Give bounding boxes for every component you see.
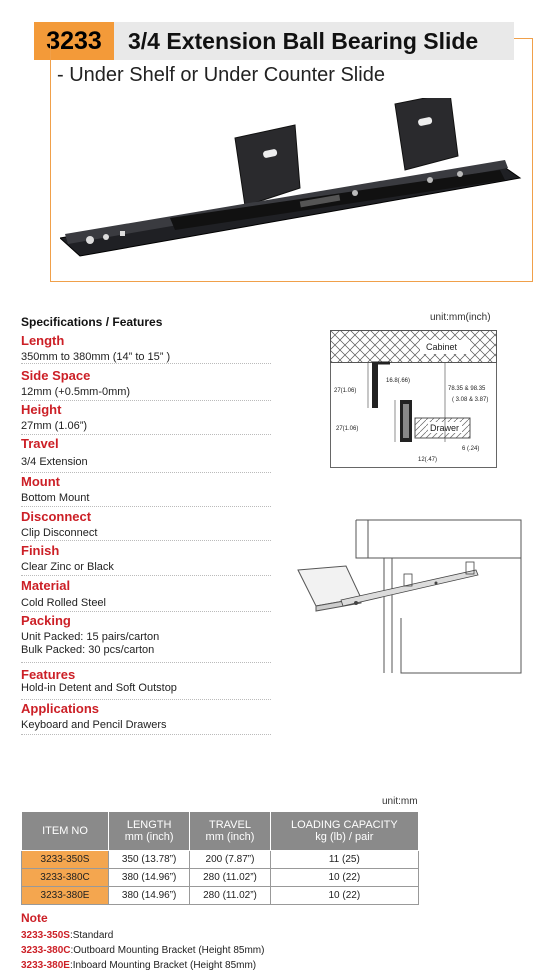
spec-value: Keyboard and Pencil Drawers (21, 719, 167, 731)
spec-value: Cold Rolled Steel (21, 597, 106, 609)
spec-label: Finish (21, 543, 60, 558)
spec-travel (21, 436, 271, 473)
col-header-main: TRAVEL (209, 819, 251, 831)
spec-value-2: Bulk Packed: 30 pcs/carton (21, 644, 155, 656)
spec-value: Hold-in Detent and Soft Outstop (21, 682, 177, 694)
spec-label: Height (21, 402, 62, 417)
spec-disconnect (21, 509, 271, 541)
col-header-length (109, 812, 190, 851)
note-text: :Standard (69, 930, 114, 941)
table-row (22, 887, 419, 905)
spec-label: Packing (21, 613, 71, 628)
cell-capacity: 10 (22) (270, 887, 418, 905)
cell-item-no: 3233-380E (22, 887, 109, 905)
col-header-main: LOADING CAPACITY (290, 819, 398, 831)
spec-label: Disconnect (21, 509, 92, 524)
spec-value: Unit Packed: 15 pairs/carton (21, 631, 160, 643)
cell-capacity: 11 (25) (270, 851, 418, 869)
spec-label: Applications (21, 701, 100, 716)
spec-value: Bottom Mount (21, 492, 90, 504)
col-header-capacity (270, 812, 418, 851)
col-header-travel (190, 812, 270, 851)
spec-value: Clear Zinc or Black (21, 561, 114, 573)
spec-label: Length (21, 333, 65, 348)
spec-material (21, 578, 271, 612)
cell-travel: 280 (11.02”) (190, 869, 270, 887)
table-unit-label: unit:mm (382, 796, 418, 807)
note-code: 3233-350S (21, 930, 70, 941)
dim-label: 78.35 & 98.35 (448, 386, 486, 392)
note-line (21, 960, 256, 971)
spec-label: Material (21, 578, 71, 593)
note-text: :Inboard Mounting Bracket (Height 85mm) (69, 960, 257, 971)
cell-item-no: 3233-350S (22, 851, 109, 869)
spec-features (21, 667, 271, 700)
installation-diagram (296, 518, 526, 678)
note-code: 3233-380C (21, 945, 71, 956)
note-title: Note (21, 911, 48, 925)
dim-label: 6 (.24) (462, 446, 480, 452)
spec-value: 350mm to 380mm (14” to 15” ) (21, 351, 171, 363)
col-header-sub: kg (lb) / pair (315, 831, 374, 843)
spec-length (21, 333, 271, 364)
spec-value: 12mm (+0.5mm-0mm) (21, 386, 131, 398)
cross-section-diagram (330, 330, 500, 470)
spec-side-space (21, 368, 271, 401)
cabinet-label: Cabinet (426, 342, 458, 352)
spec-applications (21, 701, 271, 735)
note-line (21, 930, 113, 941)
product-title: 3/4 Extension Ball Bearing Slide (114, 22, 514, 60)
col-header-main: LENGTH (126, 819, 172, 831)
spec-label: Features (21, 667, 76, 682)
note-text: :Outboard Mounting Bracket (Height 85mm) (70, 945, 265, 956)
item-number-badge: 3233 (34, 22, 114, 60)
table-row (22, 851, 419, 869)
col-header-item (22, 812, 109, 851)
spec-finish (21, 543, 271, 576)
dim-label: 12(.47) (418, 457, 438, 463)
spec-table (21, 811, 419, 905)
spec-label: Travel (21, 436, 59, 451)
cell-length: 350 (13.78”) (109, 851, 190, 869)
dim-label: 27(1.06) (334, 388, 357, 394)
spec-value: 27mm (1.06”) (21, 420, 88, 432)
spec-mount (21, 474, 271, 507)
spec-label: Side Space (21, 368, 91, 383)
spec-height (21, 402, 271, 435)
spec-packing (21, 613, 271, 663)
col-header-sub: mm (inch) (124, 831, 174, 843)
cell-length: 380 (14.96”) (109, 887, 190, 905)
spec-value: 3/4 Extension (21, 456, 88, 468)
table-header-row (22, 812, 419, 851)
dim-label: 16.8(.66) (386, 378, 411, 384)
cell-length: 380 (14.96”) (109, 869, 190, 887)
col-header-main: ITEM NO (42, 825, 88, 837)
dim-label: 27(1.06) (336, 426, 359, 432)
slide-product-image (60, 98, 530, 278)
dim-label: ( 3.08 & 3.87) (452, 397, 489, 403)
drawer-label: Drawer (430, 423, 460, 433)
cell-capacity: 10 (22) (270, 869, 418, 887)
product-subtitle: - Under Shelf or Under Counter Slide (57, 64, 385, 86)
specs-heading: Specifications / Features (21, 315, 163, 329)
note-line (21, 945, 264, 956)
table-row (22, 869, 419, 887)
note-code: 3233-380E (21, 960, 70, 971)
spec-value: Clip Disconnect (21, 527, 98, 539)
spec-label: Mount (21, 474, 60, 489)
col-header-sub: mm (inch) (205, 831, 255, 843)
cell-item-no: 3233-380C (22, 869, 109, 887)
hero-frame-corner (514, 38, 533, 39)
cell-travel: 200 (7.87”) (190, 851, 270, 869)
diagram-unit-label: unit:mm(inch) (430, 312, 491, 323)
cell-travel: 280 (11.02”) (190, 887, 270, 905)
